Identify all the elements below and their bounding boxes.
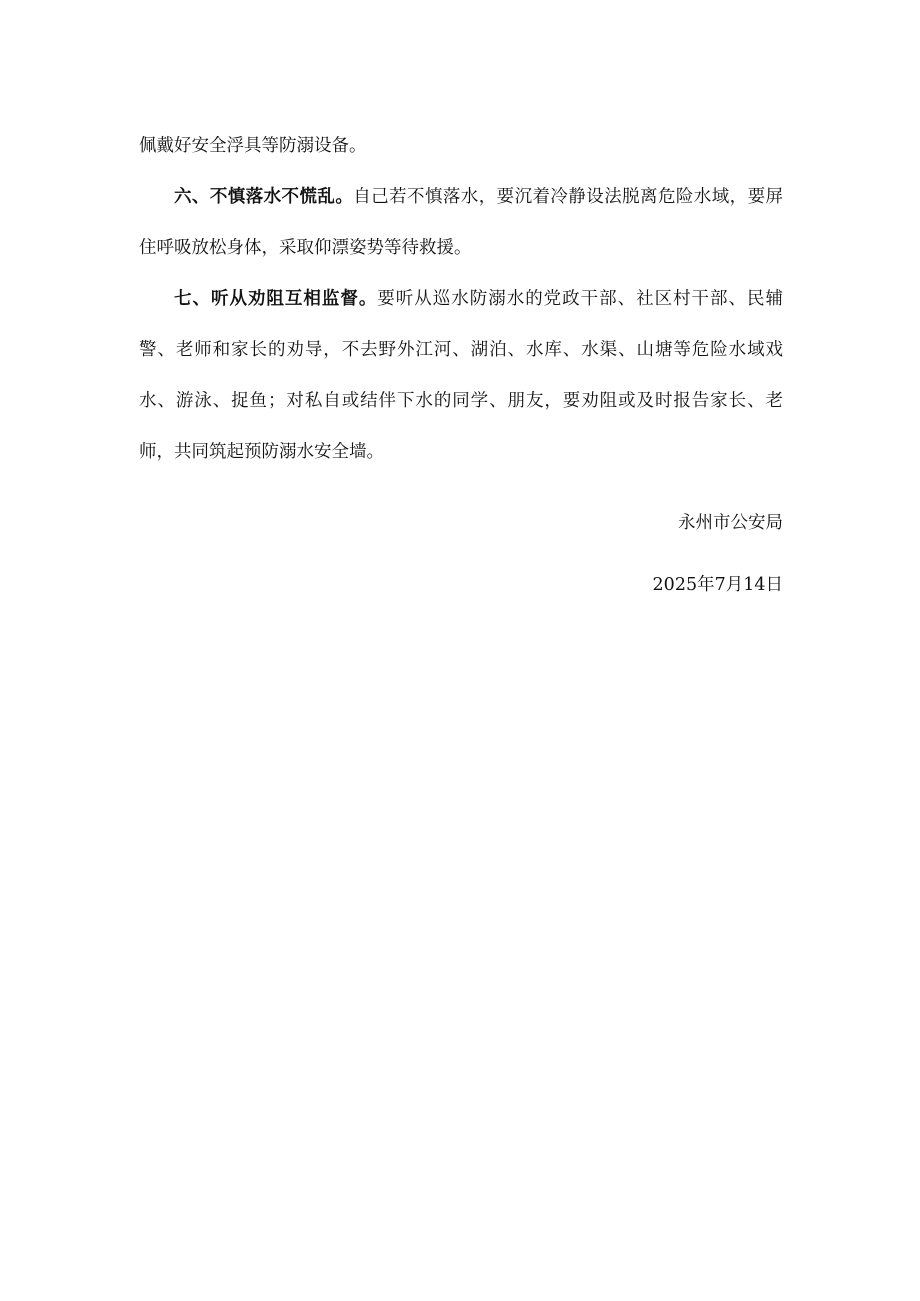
- signature-date: 2025年7月14日: [652, 575, 783, 595]
- paragraph-text: 要听从巡水防溺水的党政干部、社区村干部、民辅警、老师和家长的劝导，不去野外江河、湖泊、水库、水渠、山塘等危险水域戏水、游泳、捉鱼；对私自或结伴下水的同学、朋友，要劝阻或及时报告家长、老师，共同筑起预防溺水安全墙。: [139, 289, 783, 462]
- paragraph-text: 自己若不慎落水，要沉着冷静设法脱离危险水域，要屏住呼吸放松身体，采取仰漂姿势等待救援。: [139, 187, 784, 258]
- paragraph-item-six: [139, 172, 783, 274]
- paragraph-continuation: [139, 121, 783, 172]
- paragraph-heading: 六、不慎落水不慌乱。: [174, 187, 354, 207]
- paragraph-text: 佩戴好安全浮具等防溺设备。: [139, 136, 367, 156]
- document-body: [139, 121, 783, 478]
- paragraph-item-seven: [139, 274, 783, 478]
- paragraph-heading: 七、听从劝阻互相监督。: [174, 289, 378, 309]
- signature-organization: 永州市公安局: [678, 513, 783, 533]
